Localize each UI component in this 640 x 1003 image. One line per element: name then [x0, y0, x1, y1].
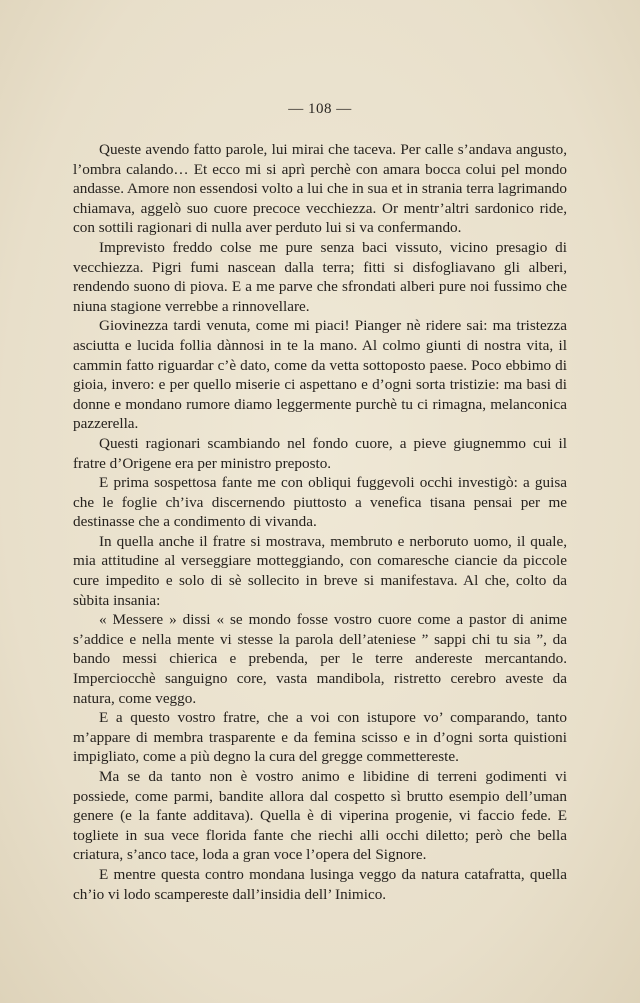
body-text — [73, 140, 567, 904]
paragraph: Questi ragionari scambiando nel fondo cuore, a pieve giugnemmo cui il fratre d’Origene era per ministro preposto. — [73, 434, 567, 472]
paragraph: E a questo vostro fratre, che a voi con istupore vo’ comparando, tanto m’appare di membra trasparente e da femina scisso e in d’ogni sorta quistioni impigliato, come a più degno la cura del gregge commettereste. — [73, 709, 567, 766]
paragraph: Ma se da tanto non è vostro animo e libidine di terreni godimenti vi possiede, come parmi, bandite allora dal cospetto sì brutto esempio dell’uman genere (e la fante additava). Quella è di viperina progenie, vi faccio fede. E togliete in sua vece florida fante che riechi alli occhi diletto; però che bella criatura, s’anco tace, loda a gran voce l’opera del Signore. — [73, 768, 567, 864]
paragraph: E mentre questa contro mondana lusinga veggo da natura catafratta, quella ch’io vi lodo scampereste dall’insidia dell’ Inimico. — [73, 865, 567, 903]
paragraph: E prima sospettosa fante me con obliqui fuggevoli occhi investigò: a guisa che le foglie ch’iva discernendo piuttosto a venefica tisana pensai per me destinasse che a condimento di vivanda. — [73, 474, 567, 531]
paragraph: « Messere » dissi « se mondo fosse vostro cuore come a pastor di anime s’addice e nella mente vi stesse la parola dell’ateniese ” sappi chi tu sia ”, da bando messi chierica e prebenda, per le terre andereste mercantando. Imperciocchè sanguigno core, vasta mandibola, ristretto cerebro aveste da natura, come veggo. — [73, 611, 567, 707]
paragraph: Giovinezza tardi venuta, come mi piaci! Pianger nè ridere sai: ma tristezza asciutta e lucida follia dànnosi in te la mano. Al colmo giunti di nostra vita, il cammin fatto riguardar c’è dato, come da vetta sottoposto paese. Poco ebbimo di gioia, invero: e per quello miserie ci aspettano e d’ogni sorta tristizie: ma basi di donne e mondano rumore diamo leggermente purchè tu ci rimagna, melanconica pazzerella. — [73, 317, 567, 433]
paragraph: In quella anche il fratre si mostrava, membruto e nerboruto uomo, il quale, mia attitudine al verseggiare motteggiando, con comaresche ciancie da piccole cure impedito e solo di sè sollecito in breve si manifestava. Al che, colto da sùbita insania: — [73, 532, 567, 609]
page-number-header: — 108 — — [288, 101, 352, 117]
paragraph: Queste avendo fatto parole, lui mirai che taceva. Per calle s’andava angusto, l’ombra calando… Et ecco mi si aprì perchè con amara bocca colui pel mondo andasse. Amore non essendosi volto a lui che in sua et in strania terra lagrimando chiamava, aggelò suo cuore precoce vecchiezza. Or mentr’altri sardonico ride, con sottili ragionari di nulla aver perduto lui si va confermando. — [73, 141, 567, 237]
paragraph: Imprevisto freddo colse me pure senza baci vissuto, vicino presagio di vecchiezza. Pigri fumi nascean dalla terra; fitti si disfogliavano gli alberi, rendendo suono di piova. E a me parve che sfrondati alberi pure noi fussimo che niuna stagione verrebbe a rinnovellare. — [73, 238, 567, 315]
